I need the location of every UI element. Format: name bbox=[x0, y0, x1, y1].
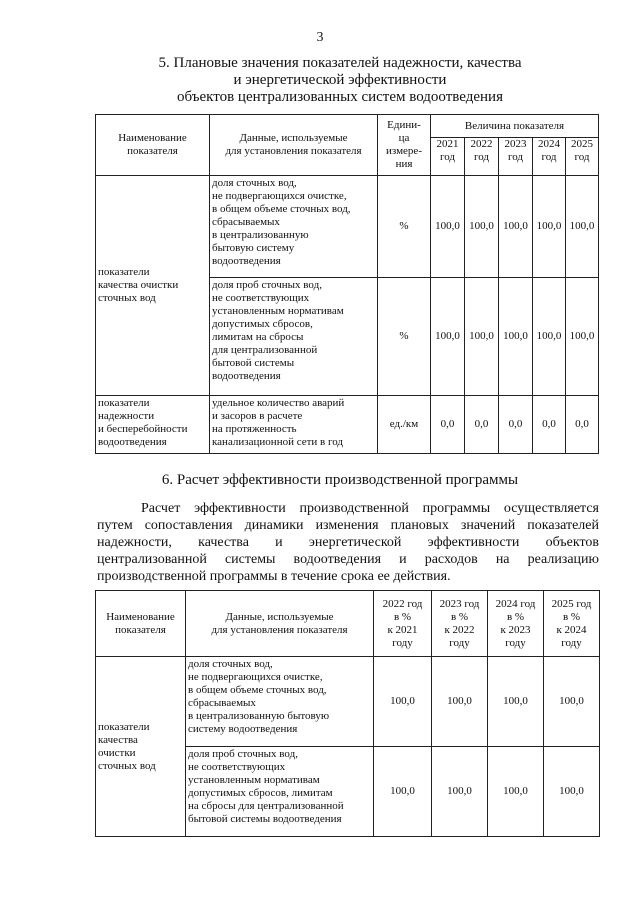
value-cell: 0,0 bbox=[566, 396, 599, 454]
col-data-header: Данные, используемые для установления показателя bbox=[210, 115, 378, 176]
value-cell: 100,0 bbox=[432, 657, 488, 747]
description-cell: доля проб сточных вод, не соответствующих установленным нормативам допустимых сбросов, лимитам на сбросы для централизованной бытовой системы водоотведения bbox=[186, 747, 374, 837]
year-ratio-header: 2025 год в % к 2024 году bbox=[544, 591, 600, 657]
value-cell: 100,0 bbox=[566, 278, 599, 396]
paragraph-line: надежности, качества и энергетической эффективности объектов bbox=[97, 535, 599, 550]
value-cell: 100,0 bbox=[431, 176, 465, 278]
value-cell: 0,0 bbox=[431, 396, 465, 454]
section6-heading: 6. Расчет эффективности производственной программы bbox=[161, 472, 519, 488]
col-unit-header: Едини- ца измере- ния bbox=[378, 115, 431, 176]
value-cell: 100,0 bbox=[488, 747, 544, 837]
table-row bbox=[96, 396, 599, 454]
value-cell: 100,0 bbox=[499, 278, 533, 396]
value-cell: 100,0 bbox=[488, 657, 544, 747]
year-header: 2021 год bbox=[431, 138, 465, 176]
paragraph-line: путем сопоставления динамики изменения плановых значений показателей bbox=[97, 518, 599, 533]
section5-heading-line: 5. Плановые значения показателей надежности, качества bbox=[158, 55, 522, 71]
paragraph-line: централизованной системы водоотведения и расходов на реализацию bbox=[97, 552, 599, 567]
year-ratio-header: 2022 год в % к 2021 году bbox=[374, 591, 432, 657]
group-name-cell: показатели качества очистки сточных вод bbox=[96, 657, 186, 837]
value-cell: 100,0 bbox=[374, 747, 432, 837]
group-name-cell: показатели надежности и бесперебойности водоотведения bbox=[96, 396, 210, 454]
col-name-header: Наименование показателя bbox=[96, 591, 186, 657]
unit-cell: ед./км bbox=[378, 396, 431, 454]
unit-cell: % bbox=[378, 176, 431, 278]
col-name-header: Наименование показателя bbox=[96, 115, 210, 176]
table-row bbox=[96, 657, 600, 747]
year-header: 2022 год bbox=[465, 138, 499, 176]
value-cell: 100,0 bbox=[544, 747, 600, 837]
year-header: 2023 год bbox=[499, 138, 533, 176]
indicators-table bbox=[95, 114, 599, 454]
value-cell: 100,0 bbox=[432, 747, 488, 837]
value-cell: 100,0 bbox=[533, 176, 566, 278]
value-cell: 100,0 bbox=[465, 278, 499, 396]
section5-heading-line: и энергетической эффективности bbox=[233, 72, 447, 88]
value-cell: 100,0 bbox=[499, 176, 533, 278]
group-name-cell: показатели качества очистки сточных вод bbox=[96, 176, 210, 396]
description-cell: удельное количество аварий и засоров в расчете на протяженность канализационной сети в год bbox=[210, 396, 378, 454]
year-header: 2024 год bbox=[533, 138, 566, 176]
col-value-header: Величина показателя bbox=[431, 115, 599, 138]
table-row bbox=[96, 176, 599, 278]
value-cell: 0,0 bbox=[499, 396, 533, 454]
page-number: 3 bbox=[316, 30, 324, 45]
year-ratio-header: 2023 год в % к 2022 году bbox=[432, 591, 488, 657]
value-cell: 0,0 bbox=[465, 396, 499, 454]
value-cell: 100,0 bbox=[374, 657, 432, 747]
efficiency-table bbox=[95, 590, 600, 837]
section6-paragraph bbox=[97, 500, 599, 585]
description-cell: доля сточных вод, не подвергающихся очистке, в общем объеме сточных вод, сбрасываемых в централизованную бытовую систему водоотведения bbox=[186, 657, 374, 747]
value-cell: 100,0 bbox=[544, 657, 600, 747]
value-cell: 0,0 bbox=[533, 396, 566, 454]
value-cell: 100,0 bbox=[566, 176, 599, 278]
value-cell: 100,0 bbox=[431, 278, 465, 396]
value-cell: 100,0 bbox=[465, 176, 499, 278]
paragraph-line: Расчет эффективности производственной программы осуществляется bbox=[141, 501, 599, 516]
description-cell: доля сточных вод, не подвергающихся очистке, в общем объеме сточных вод, сбрасываемых в централизованную бытовую систему водоотведения bbox=[210, 176, 378, 278]
year-header: 2025 год bbox=[566, 138, 599, 176]
year-ratio-header: 2024 год в % к 2023 году bbox=[488, 591, 544, 657]
section5-heading-line: объектов централизованных систем водоотведения bbox=[176, 89, 503, 105]
paragraph-line: производственной программы в течение срока ее действия. bbox=[97, 569, 451, 584]
unit-cell: % bbox=[378, 278, 431, 396]
section5-heading bbox=[60, 55, 620, 106]
description-cell: доля проб сточных вод, не соответствующих установленным нормативам допустимых сбросов, лимитам на сбросы для централизованной бытовой системы водоотведения bbox=[210, 278, 378, 396]
value-cell: 100,0 bbox=[533, 278, 566, 396]
col-data-header: Данные, используемые для установления показателя bbox=[186, 591, 374, 657]
